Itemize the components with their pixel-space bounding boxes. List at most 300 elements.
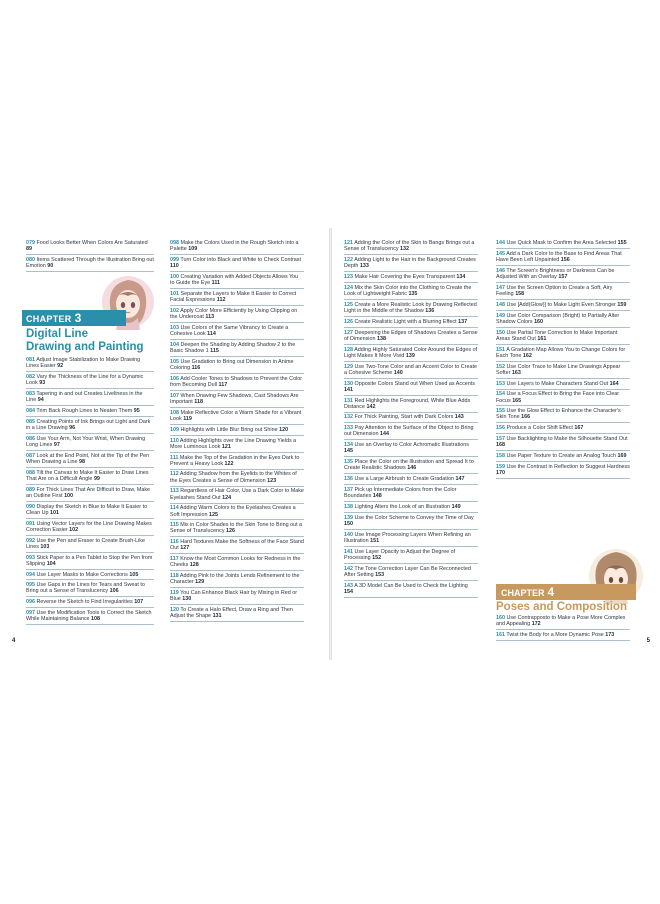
toc-entry <box>344 504 478 513</box>
toc-entry-number: 136 <box>344 476 353 483</box>
toc-entry <box>344 398 478 413</box>
toc-entry <box>344 364 478 379</box>
toc-entry <box>26 504 154 519</box>
toc-entry-page: 95 <box>133 407 140 414</box>
toc-entry-title: Use the Color Scheme to Convey the Time of Day <box>354 514 474 521</box>
toc-entry-page: 110 <box>170 263 179 270</box>
toc-entry-number: 107 <box>170 392 179 399</box>
toc-entry-title: Reverse the Sketch to Find Irregularities <box>36 599 133 606</box>
toc-entry-page: 126 <box>226 528 236 535</box>
toc-entry <box>170 505 304 520</box>
toc-entry-page: 115 <box>210 347 219 354</box>
toc-entry-number: 094 <box>26 571 35 578</box>
toc-entry <box>26 357 154 372</box>
toc-entry <box>170 342 304 357</box>
toc-entry-page: 103 <box>40 543 50 550</box>
toc-entry-page: 114 <box>207 330 216 337</box>
toc-entry-page: 124 <box>222 494 232 501</box>
toc-entry-number: 134 <box>344 442 353 449</box>
toc-entry-page: 168 <box>496 442 505 449</box>
toc-entry-number: 149 <box>496 312 505 319</box>
toc-entry <box>170 471 304 486</box>
toc-entry-page: 145 <box>344 448 353 455</box>
toc-entry <box>496 381 630 390</box>
toc-entry-number: 156 <box>496 425 505 432</box>
toc-entry-title: Apply Color More Efficiently by Using Clipping on the Undercoat <box>170 307 298 320</box>
toc-entry-page: 117 <box>218 381 228 388</box>
toc-entry-number: 147 <box>496 284 505 291</box>
toc-entry-title: A Gradation Map Allows You to Change Colors for Each Tone <box>496 346 626 359</box>
toc-entry-page: 119 <box>183 415 192 422</box>
toc-entry-number: 145 <box>496 250 505 257</box>
toc-entry-number: 140 <box>344 531 353 538</box>
toc-entry-page: 131 <box>212 613 222 620</box>
toc-entry-title: Make the Top of the Gradation in the Eyes Dark to Prevent a Heavy Look <box>170 454 300 467</box>
toc-entry-number: 152 <box>496 363 505 370</box>
toc-entry-number: 129 <box>344 363 353 370</box>
toc-entry-number: 097 <box>26 610 35 617</box>
toc-entry-number: 079 <box>26 240 35 246</box>
toc-entry-number: 132 <box>344 414 353 421</box>
toc-entry-title: Use Layer Masks to Make Corrections <box>36 571 128 578</box>
toc-entry <box>26 521 154 536</box>
toc-entry-page: 100 <box>64 492 74 499</box>
toc-entry-page: 152 <box>372 555 382 561</box>
toc-entry <box>170 590 304 605</box>
toc-entry <box>344 414 478 423</box>
toc-entry-title: Highlights with Little Blur Bring out Shine <box>180 426 278 433</box>
toc-entry-title: Use Two-Tone Color and an Accent Color to Create a Cohesive Scheme <box>344 363 477 376</box>
toc-entry-title: Adjust Image Stabilization to Make Drawing Lines Easier <box>26 357 141 370</box>
toc-entry-title: Use Layer Opacity to Adjust the Degree of Processing <box>344 548 456 561</box>
toc-entry-number: 092 <box>26 537 35 544</box>
toc-entry-page: 89 <box>26 246 32 253</box>
toc-entry-number: 101 <box>170 290 179 297</box>
toc-entry-title: Use the Glow Effect to Enhance the Character's Skin Tone <box>496 408 621 421</box>
toc-entry <box>496 313 630 328</box>
toc-entry-number: 106 <box>170 375 179 382</box>
toc-entry-page: 108 <box>91 616 101 623</box>
left-page-number: 4 <box>12 638 16 644</box>
toc-entry-number: 146 <box>496 267 505 274</box>
toc-entry <box>344 347 478 362</box>
toc-entry-title: Produce a Color Shift Effect <box>506 425 573 432</box>
toc-entry-title: When Drawing Few Shadows, Cast Shadows Are Important <box>170 392 299 405</box>
chapter-3-title-line2: Drawing and Painting <box>26 340 144 353</box>
toc-entry-title: Use Image Processing Layers When Refining an Illustration <box>344 531 471 545</box>
toc-entry-page: 127 <box>180 545 190 552</box>
chapter-4-badge <box>496 584 636 600</box>
toc-entry-number: 114 <box>170 505 179 512</box>
toc-entry-page: 93 <box>39 380 46 387</box>
toc-entry-title: Place the Color on the Illustration and Spread It to Create Realistic Shadows <box>344 459 474 472</box>
toc-entry <box>496 268 630 283</box>
toc-entry-title: Tapering in and out Creates Liveliness in the Line <box>26 390 143 404</box>
toc-entry <box>496 330 630 345</box>
toc-entry-title: Adding Warm Colors to the Eyelashes Creates a Soft Impression <box>170 505 296 518</box>
toc-entry-page: 120 <box>279 426 289 433</box>
toc-entry-title: Twist the Body for a More Dynamic Pose <box>506 631 604 638</box>
toc-entry <box>496 251 630 266</box>
toc-entry-page: 102 <box>69 526 79 533</box>
toc-entry <box>170 325 304 340</box>
toc-entry-title: Adding Highlights over the Line Drawing Yields a More Luminous Look <box>170 437 297 450</box>
toc-entry-title: Make the Colors Used in the Rough Sketch into a Palette <box>170 240 299 253</box>
toc-entry <box>496 285 630 300</box>
toc-entry-number: 111 <box>170 454 179 461</box>
toc-entry-page: 169 <box>617 453 627 460</box>
toc-entry <box>496 615 630 630</box>
toc-entry-title: Use Your Arm, Not Your Wrist, When Drawing Long Lines <box>26 435 146 448</box>
toc-entry-number: 108 <box>170 409 179 416</box>
toc-entry-page: 160 <box>534 318 544 325</box>
toc-entry-number: 160 <box>496 615 505 621</box>
toc-entry-title: Red Highlights the Foreground, While Blue Adds Distance <box>344 397 471 410</box>
toc-entry-number: 151 <box>496 346 505 353</box>
toc-entry <box>344 487 478 502</box>
toc-entry-page: 159 <box>617 301 627 308</box>
toc-entry-page: 136 <box>425 307 435 314</box>
toc-entry-number: 100 <box>170 273 179 280</box>
toc-entry-number: 118 <box>170 573 179 580</box>
toc-entry <box>26 391 154 406</box>
toc-entry-number: 116 <box>170 539 179 546</box>
toc-entry-number: 095 <box>26 582 35 589</box>
toc-entry-title: Use an Overlay to Color Achromatic Illustrations <box>354 442 469 449</box>
toc-entry-number: 081 <box>26 357 35 363</box>
toc-entry-page: 165 <box>512 397 522 404</box>
toc-entry-page: 111 <box>211 280 221 287</box>
toc-entry-title: Add a Dark Color to the Base to Find Areas That Have Been Left Unpainted <box>496 250 622 263</box>
toc-entry <box>170 410 304 425</box>
toc-entry-title: Adding Highly Saturated Color Around the Edges of Light Makes It More Vivid <box>344 346 478 359</box>
toc-entry <box>344 257 478 272</box>
toc-entry-number: 104 <box>170 341 179 348</box>
right-page-number: 5 <box>646 638 650 644</box>
toc-entry-page: 167 <box>574 425 584 432</box>
toc-entry-page: 128 <box>189 562 199 569</box>
toc-entry-page: 142 <box>366 403 376 410</box>
toc-entry-number: 137 <box>344 487 353 494</box>
toc-entry-number: 154 <box>496 391 505 398</box>
toc-entry-page: 123 <box>267 477 277 484</box>
toc-entry-number: 148 <box>496 301 505 308</box>
toc-entry <box>26 436 154 451</box>
toc-entry <box>26 470 154 485</box>
toc-entry-page: 139 <box>405 352 415 359</box>
toc-entry-number: 102 <box>170 307 179 314</box>
toc-entry-page: 170 <box>496 470 505 477</box>
toc-entry-page: 172 <box>531 621 541 628</box>
toc-entry-page: 153 <box>375 571 385 578</box>
toc-entry <box>496 425 630 434</box>
toc-entry-page: 173 <box>605 631 615 638</box>
toc-entry <box>344 566 478 581</box>
toc-entry-page: 105 <box>129 571 139 578</box>
toc-entry <box>344 515 478 530</box>
toc-entry-number: 142 <box>344 565 353 572</box>
toc-entry <box>344 319 478 328</box>
toc-entry-page: 94 <box>37 397 44 404</box>
toc-entry-title: Use the Screen Option to Create a Soft, Airy Feeling <box>496 284 613 297</box>
toc-entry-page: 106 <box>109 588 119 595</box>
toc-entry-number: 088 <box>26 469 35 476</box>
toc-entry-title: Use Colors of the Same Vibrancy to Create a Cohesive Look <box>170 324 289 337</box>
toc-entry-number: 143 <box>344 582 353 589</box>
toc-entry-number: 131 <box>344 397 353 404</box>
toc-entry-page: 109 <box>188 246 198 253</box>
toc-entry <box>496 408 630 423</box>
toc-entry <box>170 488 304 503</box>
toc-entry-number: 112 <box>170 471 179 478</box>
toc-entry <box>26 453 154 468</box>
toc-entry-page: 154 <box>344 588 353 595</box>
toc-entry-page: 141 <box>344 386 353 393</box>
toc-entry-title: Use Layers to Make Characters Stand Out <box>506 380 609 387</box>
toc-entry-page: 90 <box>47 263 54 270</box>
toc-entry <box>170 359 304 374</box>
toc-entry <box>26 419 154 434</box>
toc-entry-number: 161 <box>496 631 505 638</box>
toc-entry-title: Turn Color into Black and White to Check Contrast <box>180 256 301 263</box>
toc-entry-page: 158 <box>515 290 525 297</box>
toc-entry-number: 087 <box>26 452 35 459</box>
toc-entry-number: 122 <box>344 256 353 263</box>
toc-entry-page: 104 <box>46 560 56 567</box>
toc-entry <box>26 610 154 625</box>
toc-entry-number: 135 <box>344 459 353 466</box>
book-spread <box>4 228 656 660</box>
toc-entry <box>344 285 478 300</box>
toc-entry-page: 130 <box>182 596 192 603</box>
chapter-3-badge <box>22 310 126 326</box>
toc-entry-page: 166 <box>521 414 531 421</box>
toc-entry <box>26 555 154 570</box>
toc-entry <box>344 549 478 564</box>
toc-entry-number: 133 <box>344 425 353 432</box>
toc-entry-number: 127 <box>344 329 353 336</box>
toc-entry <box>496 302 630 311</box>
toc-entry-page: 107 <box>134 599 144 606</box>
toc-entry-page: 164 <box>609 380 619 387</box>
toc-entry-number: 144 <box>496 240 505 246</box>
toc-entry-title: Creating Points of Ink Brings out Light and Dark in a Line Drawing <box>26 418 151 431</box>
toc-entry-page: 151 <box>370 538 380 545</box>
toc-entry-number: 123 <box>344 273 353 280</box>
toc-entry-title: Make Hair Covering the Eyes Transparent <box>354 273 455 280</box>
toc-entry <box>26 582 154 597</box>
toc-entry-page: 140 <box>393 369 403 376</box>
toc-entry <box>26 240 154 255</box>
toc-entry-page: 97 <box>53 441 60 448</box>
toc-entry <box>170 240 304 255</box>
toc-entry-title: Use Backlighting to Make the Silhouette Stand Out <box>506 436 628 443</box>
toc-entry-number: 093 <box>26 554 35 561</box>
toc-entry-title: Creating Variation with Added Objects Allows You to Guide the Eye <box>170 273 299 287</box>
toc-entry-title: Adding the Color of the Skin to Bangs Brings out a Sense of Translucency <box>344 240 475 253</box>
toc-entry-page: 138 <box>376 335 386 342</box>
toc-column-4 <box>496 240 630 481</box>
toc-entry-page: 125 <box>208 511 218 518</box>
toc-entry-title: Create Realistic Light with a Blurring Effect <box>354 318 457 325</box>
toc-entry-title: A 3D Model Can Be Used to Check the Lighting <box>354 582 468 589</box>
toc-entry-page: 150 <box>344 521 353 528</box>
toc-entry-title: Adding Light to the Hair in the Background Creates Depth <box>344 256 476 270</box>
toc-entry <box>170 257 304 272</box>
toc-entry <box>170 438 304 453</box>
toc-entry-title: To Create a Halo Effect, Draw a Ring and Then Adjust the Shape <box>170 607 293 620</box>
toc-entry-number: 110 <box>170 437 179 444</box>
toc-entry-title: Use Partial Tone Correction to Make Important Areas Stand Out <box>496 329 618 342</box>
toc-entry-page: 155 <box>617 240 627 246</box>
chapter-3-label: CHAPTER <box>26 314 72 324</box>
toc-entry-title: Mix the Skin Color into the Clothing to Create the Look of Lightweight Fabric <box>344 284 472 297</box>
toc-entry-page: 135 <box>408 290 418 297</box>
toc-entry <box>344 532 478 547</box>
toc-entry <box>344 381 478 396</box>
toc-entry-page: 147 <box>455 476 465 483</box>
toc-entry-page: 157 <box>558 273 568 280</box>
toc-entry-title: Mix in Color Shades to the Skin Tone to Bring out a Sense of Translucency <box>170 522 303 535</box>
toc-entry <box>344 330 478 345</box>
toc-entry-number: 099 <box>170 256 179 263</box>
toc-entry <box>496 364 630 379</box>
toc-entry-number: 126 <box>344 318 353 325</box>
toc-entry <box>170 455 304 470</box>
toc-entry-number: 138 <box>344 504 353 511</box>
toc-entry-number: 130 <box>344 380 353 387</box>
toc-entry-title: Use Gaps in the Lines for Tears and Sweat to Bring out a Sense of Translucency <box>26 582 145 595</box>
toc-entry <box>496 464 630 479</box>
toc-entry-page: 101 <box>49 509 59 516</box>
toc-entry-page: 132 <box>400 246 410 253</box>
toc-entry <box>170 556 304 571</box>
toc-entry-page: 122 <box>224 460 234 467</box>
toc-entry-title: The Tone Correction Layer Can Be Reconnected After Setting <box>344 565 471 578</box>
toc-entry <box>344 442 478 457</box>
toc-entry-title: Display the Sketch in Blue to Make It Easier to Clean Up <box>26 503 148 516</box>
toc-entry-page: 146 <box>407 465 417 472</box>
toc-entry <box>26 538 154 553</box>
toc-entry <box>344 459 478 474</box>
chapter-3-title <box>26 328 156 353</box>
toc-entry-number: 103 <box>170 324 179 331</box>
toc-entry-page: 143 <box>454 414 464 421</box>
toc-entry-number: 083 <box>26 390 35 397</box>
toc-entry-number: 120 <box>170 607 179 614</box>
toc-entry-number: 085 <box>26 418 35 425</box>
toc-entry-page: 96 <box>69 424 76 431</box>
toc-entry <box>170 607 304 622</box>
toc-entry-title: For Thick Lines That Are Difficult to Draw, Make an Outline First <box>26 486 151 499</box>
toc-entry <box>26 374 154 389</box>
toc-entry-title: Adding Pink to the Joints Lends Refinement to the Character <box>170 573 300 586</box>
toc-entry-page: 98 <box>79 458 86 465</box>
toc-entry <box>26 408 154 417</box>
toc-entry-title: Use Quick Mask to Confirm the Area Selected <box>506 240 617 246</box>
toc-entry-number: 125 <box>344 301 353 308</box>
toc-entry-number: 158 <box>496 453 505 460</box>
toc-entry-title: Use a Large Airbrush to Create Gradation <box>354 476 454 483</box>
toc-entry-number: 119 <box>170 590 179 597</box>
toc-entry-page: 156 <box>560 256 570 263</box>
toc-entry-number: 082 <box>26 373 35 380</box>
chapter-4-number: 4 <box>547 585 555 599</box>
toc-entry <box>170 427 304 436</box>
toc-entry <box>496 632 630 641</box>
toc-entry-page: 116 <box>191 364 201 371</box>
toc-entry-title: Deepening the Edges of Shadows Creates a Sense of Dimension <box>344 329 478 342</box>
toc-entry <box>26 487 154 502</box>
toc-entry-page: 118 <box>194 398 203 405</box>
toc-entry-title: The Screen's Brightness or Darkness Can be Adjusted With an Overlay <box>496 267 615 280</box>
toc-entry-number: 105 <box>170 358 179 365</box>
toc-column-4-bottom <box>496 615 630 643</box>
toc-entry-title: Opposite Colors Stand out When Used as Accents <box>354 380 475 387</box>
toc-entry-title: For Thick Painting, Start with Dark Colors <box>354 414 454 421</box>
toc-entry-title: Add Cooler Tones to Shadows to Prevent the Color from Becoming Dull <box>170 375 303 388</box>
toc-entry-title: Use Contrapposto to Make a Pose More Complex and Appealing <box>496 615 626 628</box>
toc-entry-number: 159 <box>496 464 505 471</box>
toc-entry-title: Use the Contrast in Reflection to Suggest Hardness <box>506 464 630 471</box>
toc-entry <box>170 573 304 588</box>
toc-entry-page: 161 <box>537 335 547 342</box>
toc-entry-title: Use Color Trace to Make Line Drawings Appear Softer <box>496 363 621 376</box>
toc-entry-title: Use [Add(Glow)] to Make Light Even Stronger <box>506 301 616 308</box>
toc-entry-title: Trim Back Rough Lines to Neaten Them <box>36 407 133 414</box>
toc-entry <box>170 539 304 554</box>
toc-entry-number: 153 <box>496 380 505 387</box>
right-page <box>332 228 656 660</box>
toc-entry <box>170 308 304 323</box>
toc-entry-page: 113 <box>205 313 215 320</box>
toc-entry-title: Use a Focus Effect to Bring the Face into Clear Focus <box>496 391 620 404</box>
left-page <box>4 228 330 660</box>
toc-entry <box>344 240 478 255</box>
toc-entry-title: Use the Pen and Eraser to Create Brush-Like Lines <box>26 537 145 550</box>
chapter-4-title: Poses and Composition <box>496 601 627 613</box>
toc-entry-number: 113 <box>170 488 179 495</box>
toc-column-2 <box>170 240 304 624</box>
chapter-3-title-line1: Digital Line <box>26 328 88 340</box>
toc-entry-page: 99 <box>93 475 100 482</box>
toc-entry-number: 080 <box>26 256 35 263</box>
toc-column-1 <box>26 357 154 627</box>
toc-entry-page: 149 <box>451 504 461 511</box>
toc-entry-page: 92 <box>57 363 64 370</box>
toc-entry-number: 098 <box>170 240 179 246</box>
toc-entry-title: Know the Most Common Looks for Redness in the Cheeks <box>170 556 301 569</box>
chapter-3-number: 3 <box>74 311 82 325</box>
toc-entry-title: Adding Shadow from the Eyelids to the Whites of the Eyes Creates a Sense of Dimension <box>170 471 297 484</box>
toc-entry-title: Use Color Comparison (Bright) to Partially Alter Shadow Colors <box>496 312 620 325</box>
toc-entry-title: Deepen the Shading by Adding Shadow 2 to the Basic Shadow 1 <box>170 341 296 354</box>
toc-entry <box>496 347 630 362</box>
toc-entry-number: 096 <box>26 599 35 606</box>
toc-entry-page: 134 <box>456 273 466 280</box>
chapter-4-label: CHAPTER <box>501 588 545 598</box>
toc-entry-number: 109 <box>170 426 179 433</box>
toc-entry-page: 129 <box>195 579 205 586</box>
toc-entry-title: Make Reflective Color a Warm Shade for a Vibrant Look <box>170 409 302 422</box>
toc-entry-title: Hard Textures Make the Softness of the Face Stand Out <box>170 539 304 552</box>
toc-entry-number: 157 <box>496 436 505 443</box>
toc-entry-title: Lighting Alters the Look of an Illustration <box>354 504 451 511</box>
toc-entry <box>344 476 478 485</box>
toc-entry <box>344 583 478 598</box>
toc-entry <box>496 240 630 249</box>
toc-entry-title: Regardless of Hair Color, Use a Dark Color to Make Eyelashes Stand Out <box>170 488 304 501</box>
